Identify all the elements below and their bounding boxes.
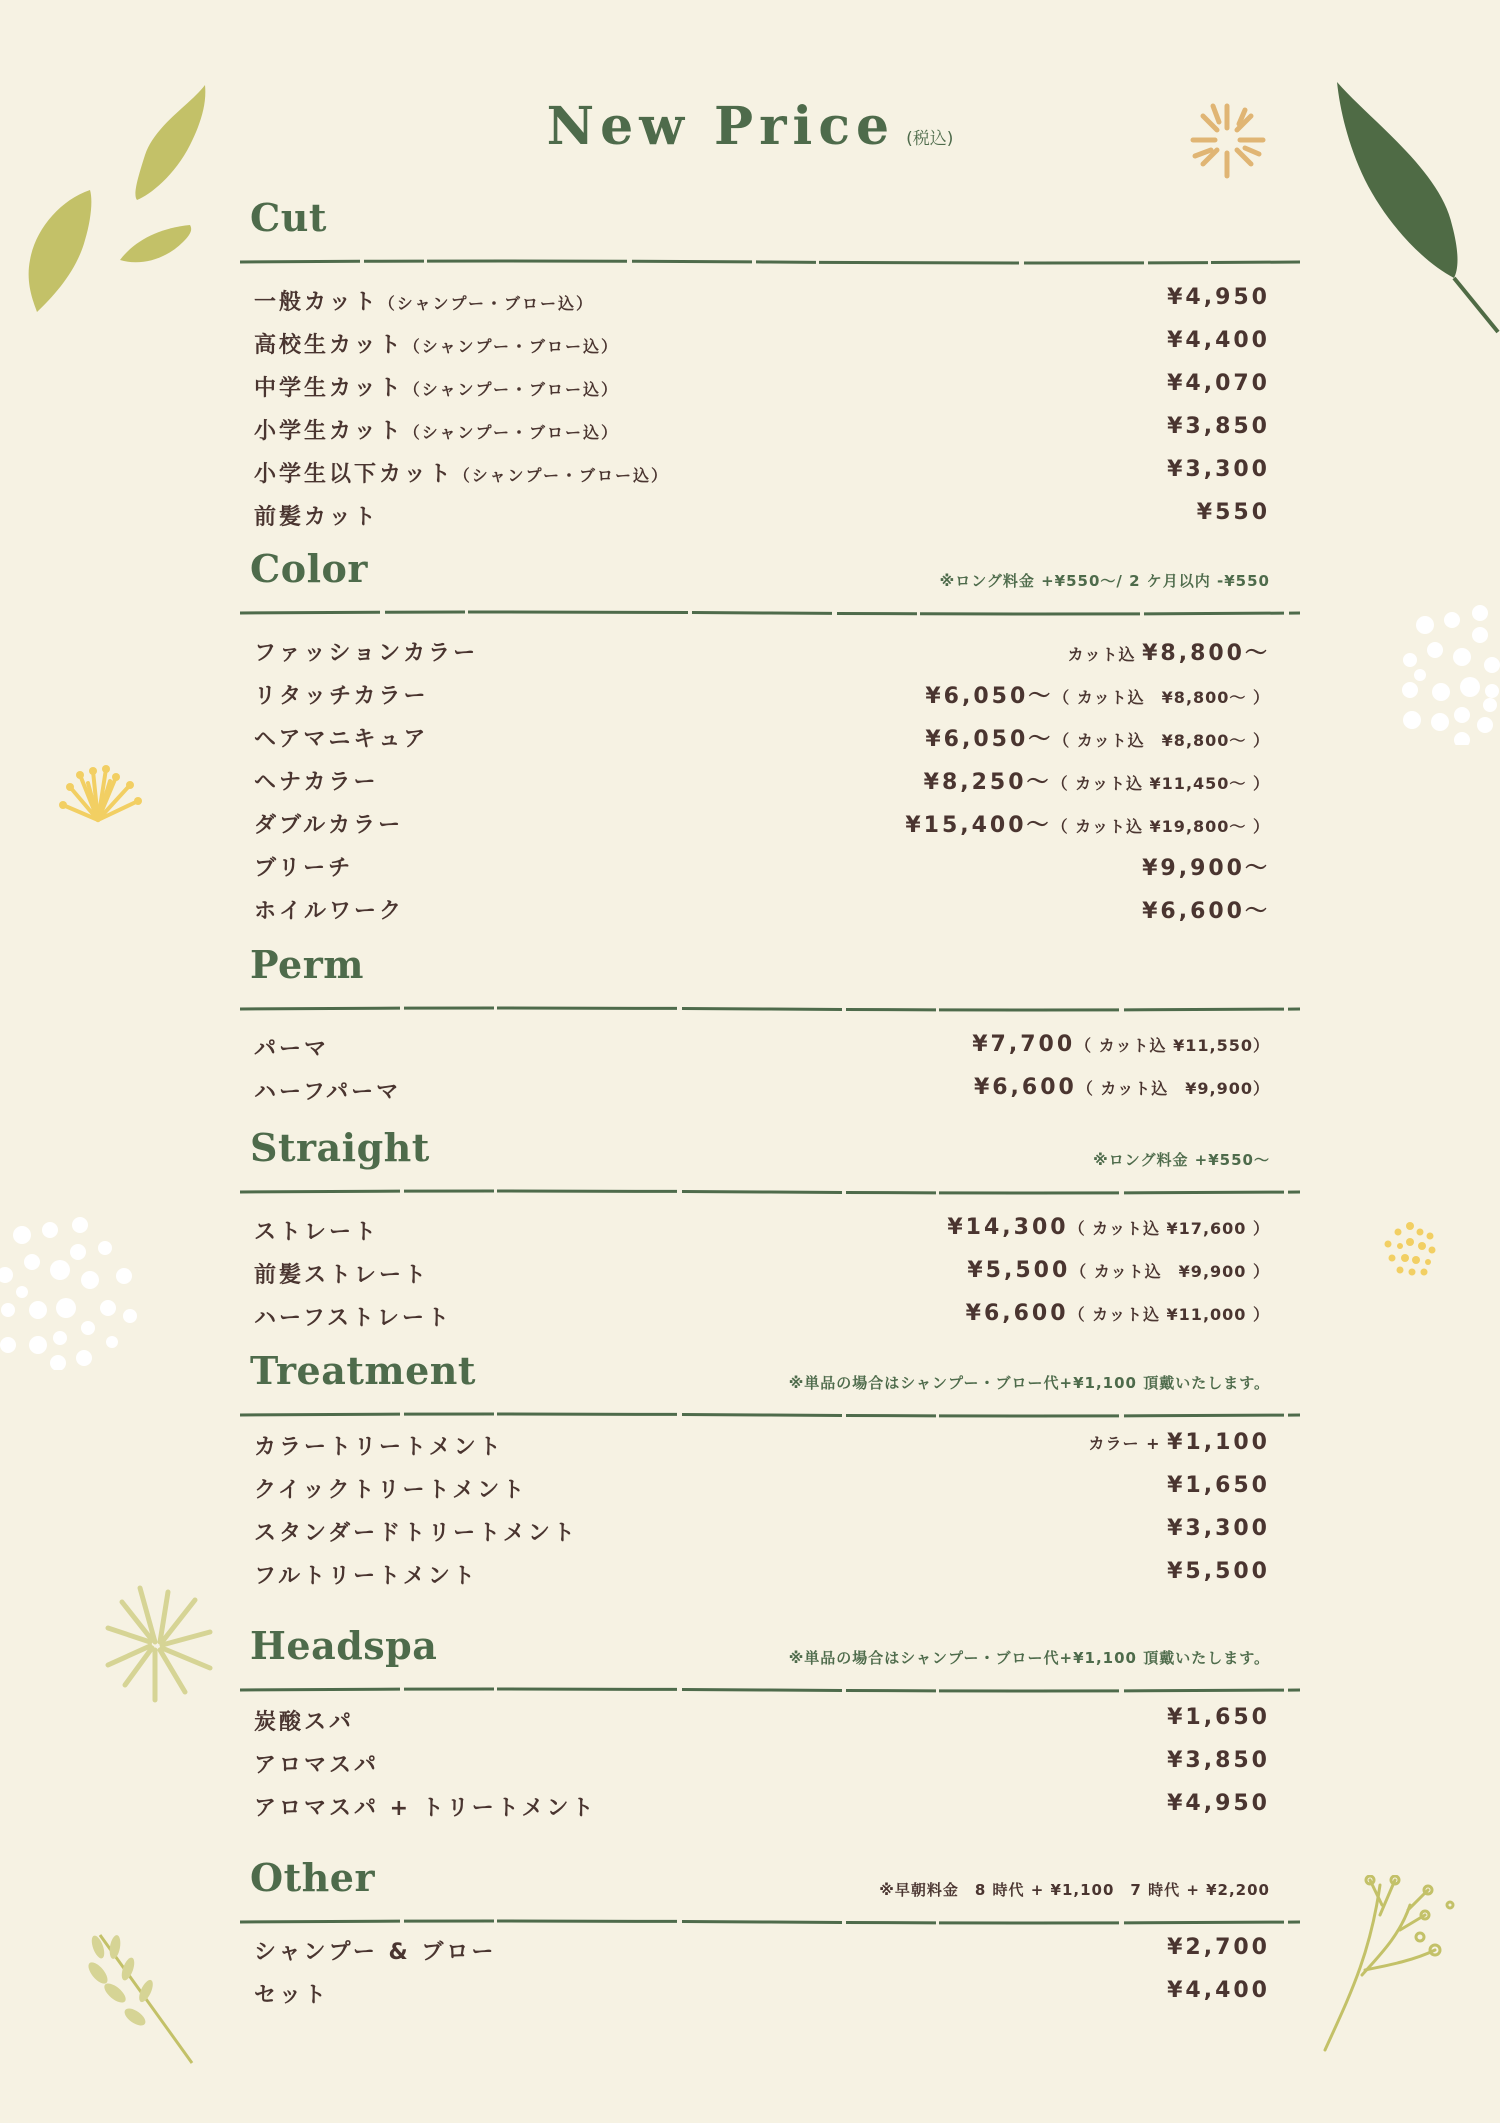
price-row: ハーフストレート ¥6,600（ カット込 ¥11,000 ） [254,1301,1270,1331]
price-row: 中学生カット（シャンプー・ブロー込） ¥4,070 [254,371,1270,401]
white-dots-left-icon [0,1210,140,1370]
section-note: ※単品の場合はシャンプー・ブロー代+¥1,100 頂戴いたします。 [788,1649,1270,1667]
section-divider [240,1919,1300,1923]
price-row: シャンプー & ブロー ¥2,700 [254,1935,1270,1965]
yellow-dots-icon [1380,1220,1440,1280]
section-title: Perm [250,942,364,987]
section-cut [240,195,1300,530]
section-title: Straight [250,1125,430,1170]
yellow-flower-icon [58,765,143,825]
price-row: リタッチカラー ¥6,050～（ カット込 ¥8,800～ ） [254,684,1270,709]
price-row: ブリーチ ¥9,900～ [254,856,1270,881]
section-divider [240,610,1300,614]
price-row: アロマスパ + トリートメント ¥4,950 [254,1791,1270,1821]
price-row: 前髪カット ¥550 [254,500,1270,530]
section-other [240,1855,1300,2008]
section-divider [240,1687,1300,1691]
section-divider [240,259,1300,263]
section-color [240,546,1300,924]
price-row: カラートリートメント カラー + ¥1,100 [254,1430,1270,1460]
price-row: ダブルカラー ¥15,400～（ カット込 ¥19,800～ ） [254,813,1270,838]
price-row: パーマ ¥7,700（ カット込 ¥11,550） [254,1032,1270,1062]
page-title [0,96,1500,157]
title-main: New Price [546,96,896,157]
price-row: スタンダードトリートメント ¥3,300 [254,1516,1270,1546]
price-row: 一般カット（シャンプー・ブロー込） ¥4,950 [254,285,1270,315]
price-row: クイックトリートメント ¥1,650 [254,1473,1270,1503]
price-row: ファッションカラー カット込 ¥8,800～ [254,641,1270,666]
section-headspa [240,1623,1300,1821]
price-row: 高校生カット（シャンプー・ブロー込） ¥4,400 [254,328,1270,358]
section-divider [240,1412,1300,1416]
price-row: 小学生以下カット（シャンプー・ブロー込） ¥3,300 [254,457,1270,487]
price-row: ホイルワーク ¥6,600～ [254,899,1270,924]
price-row: 小学生カット（シャンプー・ブロー込） ¥3,850 [254,414,1270,444]
price-row: ストレート ¥14,300（ カット込 ¥17,600 ） [254,1215,1270,1245]
tax-included-label: (税込) [906,129,954,149]
section-perm [240,942,1300,1105]
section-title: Color [250,546,368,591]
price-row: 前髪ストレート ¥5,500（ カット込 ¥9,900 ） [254,1258,1270,1288]
section-note: ※早朝料金 8 時代 + ¥1,100 7 時代 + ¥2,200 [879,1881,1270,1899]
section-note: ※ロング料金 +¥550～/ 2 ケ月以内 -¥550 [939,572,1270,590]
section-divider [240,1189,1300,1193]
section-note: ※単品の場合はシャンプー・ブロー代+¥1,100 頂戴いたします。 [788,1374,1270,1392]
price-row: アロマスパ ¥3,850 [254,1748,1270,1778]
flower-stem-icon [1320,1875,1470,2055]
section-note: ※ロング料金 +¥550～ [1093,1151,1270,1169]
section-straight [240,1125,1300,1331]
price-row: セット ¥4,400 [254,1978,1270,2008]
section-title: Other [250,1855,375,1900]
price-row: フルトリートメント ¥5,500 [254,1559,1270,1589]
sparkle-green-icon [100,1580,215,1705]
section-divider [240,1006,1300,1010]
price-row: ヘアマニキュア ¥6,050～（ カット込 ¥8,800～ ） [254,727,1270,752]
price-row: ハーフパーマ ¥6,600（ カット込 ¥9,900） [254,1075,1270,1105]
fern-sprig-icon [80,1925,200,2065]
section-title: Cut [250,195,327,240]
price-row: 炭酸スパ ¥1,650 [254,1705,1270,1735]
price-row: ヘナカラー ¥8,250～（ カット込 ¥11,450～ ） [254,770,1270,795]
section-treatment [240,1348,1300,1589]
section-title: Headspa [250,1623,438,1668]
white-dots-right-icon [1380,585,1500,745]
section-title: Treatment [250,1348,476,1393]
